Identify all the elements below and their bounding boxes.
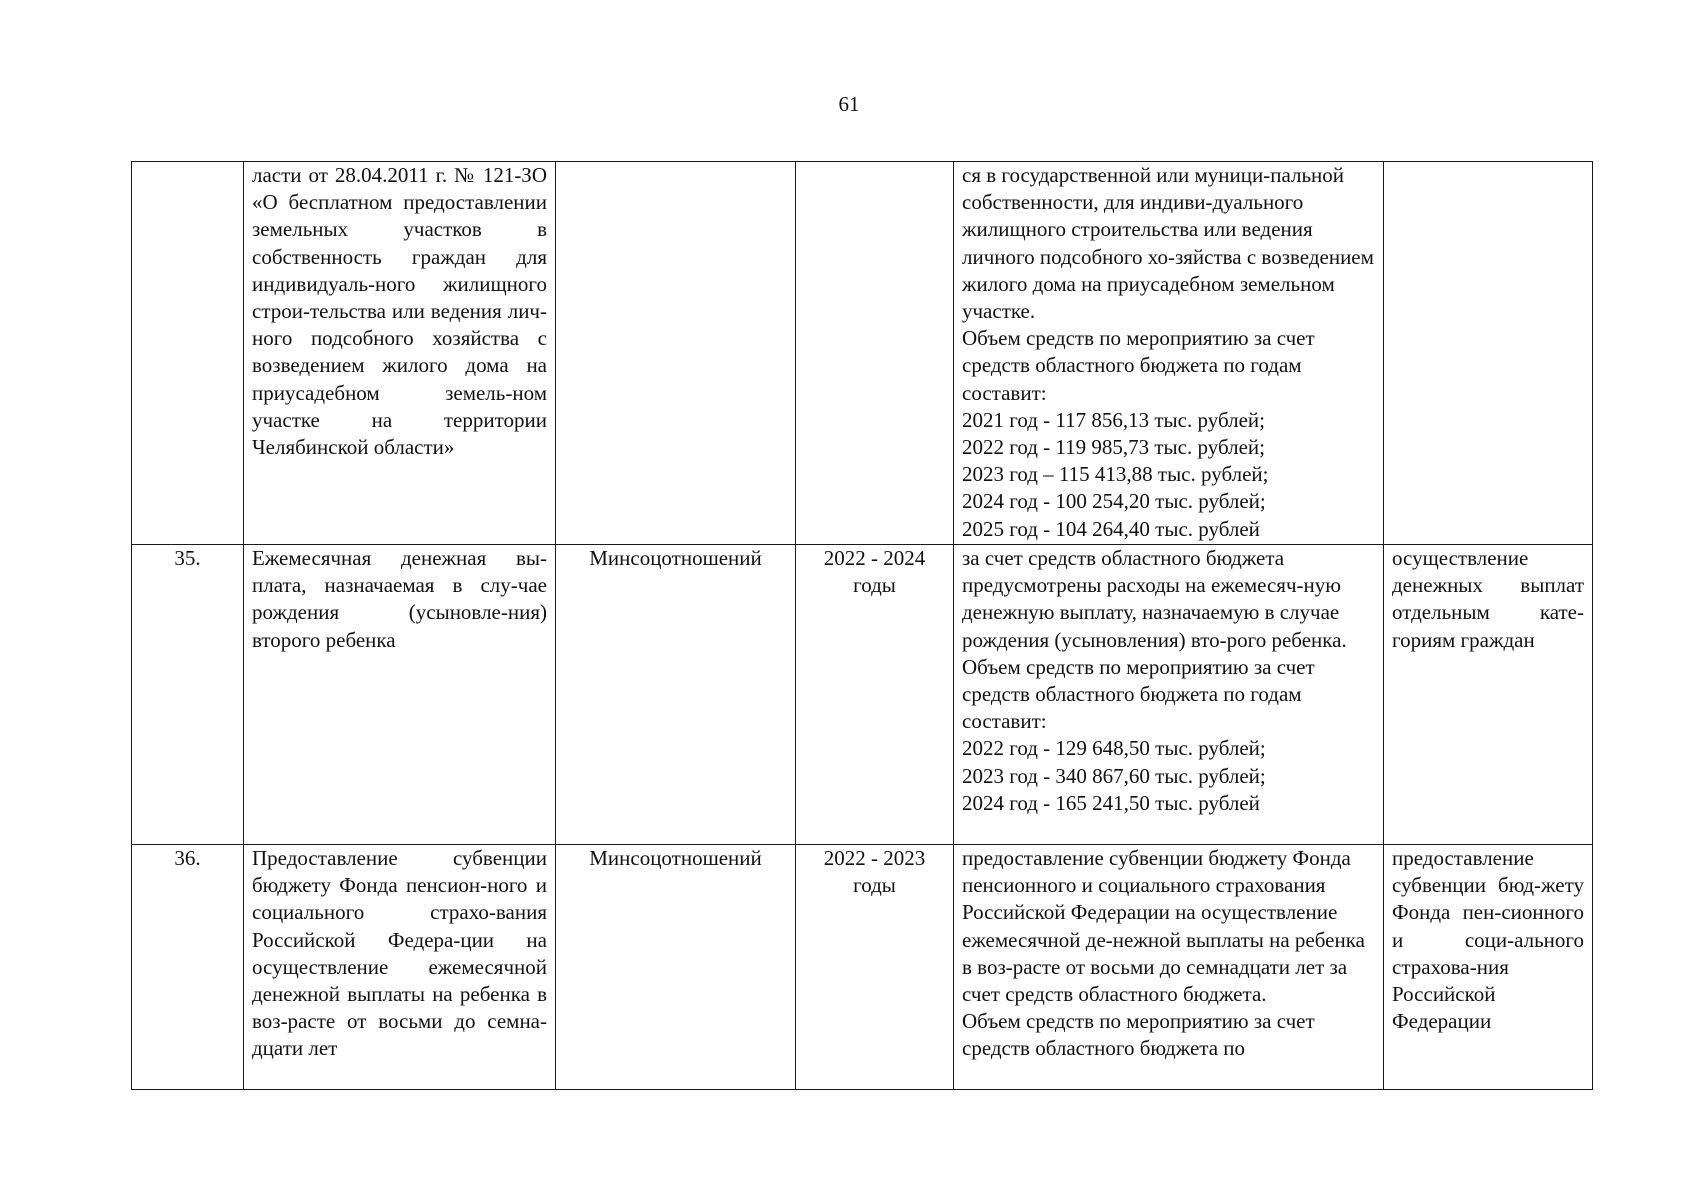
row-number: 36.	[132, 845, 244, 1090]
measures-table	[131, 161, 1593, 1090]
page-number: 61	[838, 92, 860, 116]
measure-name: ласти от 28.04.2011 г. № 121-ЗО «О бесплатном предоставлении земельных участков в собственность граждан для индивидуаль-ного жилищного строи-тельства или ведения лич-ного подсобного хозяйства с возведением жилого дома на приусадебном земель-ном участке на территории Челябинской области»	[244, 162, 556, 545]
period: 2022 - 2023 годы	[796, 845, 954, 1090]
measure-name: Ежемесячная денежная вы-плата, назначаемая в слу-чае рождения (усыновле-ния) второго ребенка	[244, 545, 556, 845]
amount-line: 2023 год - 340 867,60 тыс. рублей;	[962, 763, 1266, 788]
amount-line: 2022 год - 129 648,50 тыс. рублей;	[962, 736, 1266, 761]
amount-line: 2024 год - 165 241,50 тыс. рублей	[962, 790, 1260, 815]
amount-line: 2023 год – 115 413,88 тыс. рублей;	[962, 462, 1269, 487]
amount-line: 2025 год - 104 264,40 тыс. рублей	[962, 516, 1260, 541]
table-row	[132, 545, 1593, 845]
measure-description	[954, 545, 1384, 845]
executor: Минсоцотношений	[556, 545, 796, 845]
table-row	[132, 162, 1593, 545]
table-row	[132, 845, 1593, 1090]
description-paragraph: Объем средств по мероприятию за счет средств областного бюджета по	[962, 1009, 1315, 1061]
row-number: 35.	[132, 545, 244, 845]
amount-line: 2021 год - 117 856,13 тыс. рублей;	[962, 407, 1265, 432]
description-paragraph: предоставление субвенции бюджету Фонда пенсионного и социального страхования Российской Федерации на осуществление ежемесячной де-нежной выплаты на ребенка в воз-расте от восьми до семнадцати лет за счет средств областного бюджета.	[962, 846, 1365, 1007]
row-number	[132, 162, 244, 545]
period: 2022 - 2024 годы	[796, 545, 954, 845]
measure-description	[954, 845, 1384, 1090]
expected-result: осуществление денежных выплат отдельным кате-гориям граждан	[1384, 545, 1593, 845]
measure-description	[954, 162, 1384, 545]
amount-line: 2022 год - 119 985,73 тыс. рублей;	[962, 435, 1265, 460]
description-paragraph: Объем средств по мероприятию за счет средств областного бюджета по годам составит:	[962, 326, 1315, 405]
period	[796, 162, 954, 545]
description-paragraph: ся в государственной или муници-пальной собственности, для индиви-дуального жилищного строительства или ведения личного подсобного хо-зяйства с возведением жилого дома на приусадебном земельном участке.	[962, 163, 1374, 324]
executor	[556, 162, 796, 545]
description-paragraph: Объем средств по мероприятию за счет средств областного бюджета по годам составит:	[962, 654, 1315, 734]
expected-result: предоставление субвенции бюд-жету Фонда пен-сионного и соци-ального страхова-ния Российской Федерации	[1384, 845, 1593, 1090]
executor: Минсоцотношений	[556, 845, 796, 1090]
measure-name: Предоставление субвенции бюджету Фонда пенсион-ного и социального страхо-вания Российской Федера-ции на осуществление ежемесячной денежной выплаты на ребенка в воз-расте от восьми до семна-дцати лет	[244, 845, 556, 1090]
expected-result	[1384, 162, 1593, 545]
amount-line: 2024 год - 100 254,20 тыс. рублей;	[962, 489, 1266, 514]
description-paragraph: за счет средств областного бюджета предусмотрены расходы на ежемесяч-ную денежную выплату, назначаемую в случае рождения (усыновления) вто-рого ребенка.	[962, 546, 1347, 652]
